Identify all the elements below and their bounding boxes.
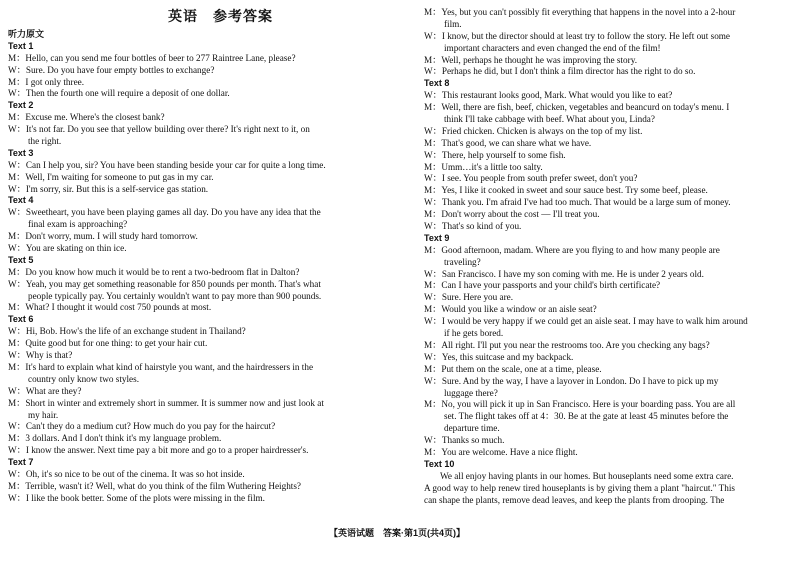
text-line: A good way to help renew tired houseplants is by giving them a plant "haircut." This bbox=[424, 482, 735, 493]
text-line: my hair. bbox=[28, 409, 59, 420]
text-line: M：I got only three. bbox=[8, 76, 85, 87]
text-line: W：I would be very happy if we could get an aisle seat. I may have to walk him around bbox=[424, 316, 748, 327]
section-heading: Text 1 bbox=[8, 40, 34, 51]
text-line: W：Why is that? bbox=[8, 350, 73, 361]
section-heading: Text 5 bbox=[8, 254, 34, 265]
text-line: M：Can I have your passports and your child's birth certificate? bbox=[424, 280, 661, 291]
text-line: W：This restaurant looks good, Mark. What would you like to eat? bbox=[424, 90, 673, 101]
text-line: W：Fried chicken. Chicken is always on the top of my list. bbox=[424, 125, 643, 136]
text-line: W：San Francisco. I have my son coming with me. He is under 2 years old. bbox=[424, 268, 704, 279]
text-line: M：3 dollars. And I don't think it's my language problem. bbox=[8, 433, 222, 444]
text-line: W：I'm sorry, sir. But this is a self-service gas station. bbox=[8, 183, 209, 194]
text-line: W：I see. You people from south prefer sweet, don't you? bbox=[424, 173, 638, 184]
text-line: W：Yes, this suitcase and my backpack. bbox=[424, 351, 574, 362]
text-line: M：Hello, can you send me four bottles of beer to 277 Raintree Lane, please? bbox=[8, 52, 296, 63]
text-line: W：What are they? bbox=[8, 385, 82, 396]
text-line: luggage there? bbox=[444, 387, 498, 398]
right-text-block bbox=[424, 7, 788, 506]
text-line: M：Short in winter and extremely short in summer. It is summer now and just look at bbox=[8, 397, 324, 408]
text-line: departure time. bbox=[444, 423, 500, 434]
text-line: M：Yes, I like it cooked in sweet and sour sauce best. Try some beef, please. bbox=[424, 185, 708, 196]
text-line: if he gets bored. bbox=[444, 328, 504, 339]
text-line: M：Don't worry about the cost — I'll treat you. bbox=[424, 209, 600, 220]
section-heading: Text 4 bbox=[8, 195, 34, 206]
text-line: M：Would you like a window or an aisle seat? bbox=[424, 304, 597, 315]
text-line: W：That's so kind of you. bbox=[424, 221, 522, 232]
text-line: M：Quite good but for one thing: to get your hair cut. bbox=[8, 338, 208, 349]
section-heading: Text 3 bbox=[8, 147, 34, 158]
section-heading: Text 10 bbox=[424, 458, 455, 469]
text-line: country only know two styles. bbox=[28, 373, 140, 384]
text-line: W：You are skating on thin ice. bbox=[8, 243, 127, 254]
text-line: M：Well, I'm waiting for someone to put gas in my car. bbox=[8, 171, 214, 182]
text-line: W：Thank you. I'm afraid I've had too much. That would be a large sum of money. bbox=[424, 197, 731, 208]
text-line: W：Perhaps he did, but I don't think a film director has the right to do so. bbox=[424, 66, 696, 77]
text-line: think I'll take cabbage with beef. What about you, Linda? bbox=[444, 114, 655, 125]
text-line: W：Sure. Here you are. bbox=[424, 292, 514, 303]
text-line: M：It's hard to explain what kind of hairstyle you want, and the hairdressers in the bbox=[8, 361, 314, 372]
section-heading: 听力原文 bbox=[8, 29, 45, 39]
text-line: M：Good afternoon, madam. Where are you flying to and how many people are bbox=[424, 244, 720, 255]
text-line: We all enjoy having plants in our homes. But houseplants need some extra care. bbox=[440, 470, 734, 481]
text-line: W：I know, but the director should at least try to follow the story. He left out some bbox=[424, 30, 731, 41]
section-heading: Text 9 bbox=[424, 232, 450, 243]
page-title: 英语 参考答案 bbox=[168, 10, 273, 25]
section-heading: Text 2 bbox=[8, 100, 34, 111]
text-line: M：Don't worry, mum. I will study hard tomorrow. bbox=[8, 231, 198, 242]
text-line: W：I know the answer. Next time pay a bit more and go to a proper hairdresser's. bbox=[8, 445, 309, 456]
text-line: W：There, help yourself to some fish. bbox=[424, 149, 566, 160]
text-line: W：Sure. Do you have four empty bottles to exchange? bbox=[8, 64, 215, 75]
text-line: M：Yes, but you can't possibly fit everything that happens in the novel into a 2-hour bbox=[424, 7, 736, 17]
text-line: film. bbox=[444, 18, 462, 29]
text-line: M：That's good, we can share what we have. bbox=[424, 137, 592, 148]
text-line: important characters and even changed the end of the film! bbox=[444, 42, 661, 53]
text-line: M：Terrible, wasn't it? Well, what do you think of the film Wuthering Heights? bbox=[8, 480, 301, 491]
text-line: W：Yeah, you may get something reasonable for 850 pounds per month. That's what bbox=[8, 278, 321, 289]
text-line: W：I like the book better. Some of the plots were missing in the film. bbox=[8, 492, 265, 503]
text-line: M：What? I thought it would cost 750 pounds at most. bbox=[8, 302, 212, 313]
text-line: M：Well, perhaps he thought he was improving the story. bbox=[424, 54, 638, 65]
left-text-block bbox=[8, 29, 393, 505]
text-line: W：It's not far. Do you see that yellow building over there? It's right next to it, on bbox=[8, 124, 310, 135]
section-heading: Text 8 bbox=[424, 78, 450, 89]
text-line: set. The flight takes off at 4：30. Be at the gate at least 45 minutes before the bbox=[444, 411, 729, 422]
text-line: can shape the plants, remove dead leaves, and keep the plants from drooping. The bbox=[424, 494, 725, 505]
text-line: W：Can I help you, sir? You have been standing beside your car for quite a long time. bbox=[8, 159, 326, 170]
text-line: W：Sweetheart, you have been playing games all day. Do you have any idea that the bbox=[8, 207, 321, 218]
text-line: M：Umm…it's a little too salty. bbox=[424, 161, 543, 172]
section-heading: Text 7 bbox=[8, 457, 34, 468]
section-heading: Text 6 bbox=[8, 314, 34, 325]
text-line: M：All right. I'll put you near the restrooms too. Are you checking any bags? bbox=[424, 339, 710, 350]
text-line: W：Sure. And by the way, I have a layover in London. Do I have to pick up my bbox=[424, 375, 719, 386]
text-line: M：Do you know how much it would be to rent a two-bedroom flat in Dalton? bbox=[8, 266, 300, 277]
text-line: W：Oh, it's so nice to be out of the cinema. It was so hot inside. bbox=[8, 468, 245, 479]
text-line: M：You are welcome. Have a nice flight. bbox=[424, 446, 578, 457]
text-line: the right. bbox=[28, 136, 62, 147]
text-line: traveling? bbox=[444, 256, 481, 267]
text-line: W：Can't they do a medium cut? How much do you pay for the haircut? bbox=[8, 421, 276, 432]
text-line: M：Put them on the scale, one at a time, please. bbox=[424, 363, 602, 374]
text-line: final exam is approaching? bbox=[28, 219, 128, 230]
text-line: M：Well, there are fish, beef, chicken, vegetables and beancurd on today's menu. I bbox=[424, 102, 730, 113]
text-line: M：No, you will pick it up in San Francisco. Here is your boarding pass. You are all bbox=[424, 399, 736, 410]
text-line: W：Then the fourth one will require a deposit of one dollar. bbox=[8, 88, 230, 99]
page-footer: 【英语试题 答案·第1页(共4页)】 bbox=[328, 528, 465, 538]
text-line: W：Hi, Bob. How's the life of an exchange student in Thailand? bbox=[8, 326, 246, 337]
text-line: W：Thanks so much. bbox=[424, 435, 505, 446]
text-line: people typically pay. You certainly wouldn't want to pay more than 900 pounds. bbox=[28, 290, 322, 301]
text-line: M：Excuse me. Where's the closest bank? bbox=[8, 112, 165, 123]
